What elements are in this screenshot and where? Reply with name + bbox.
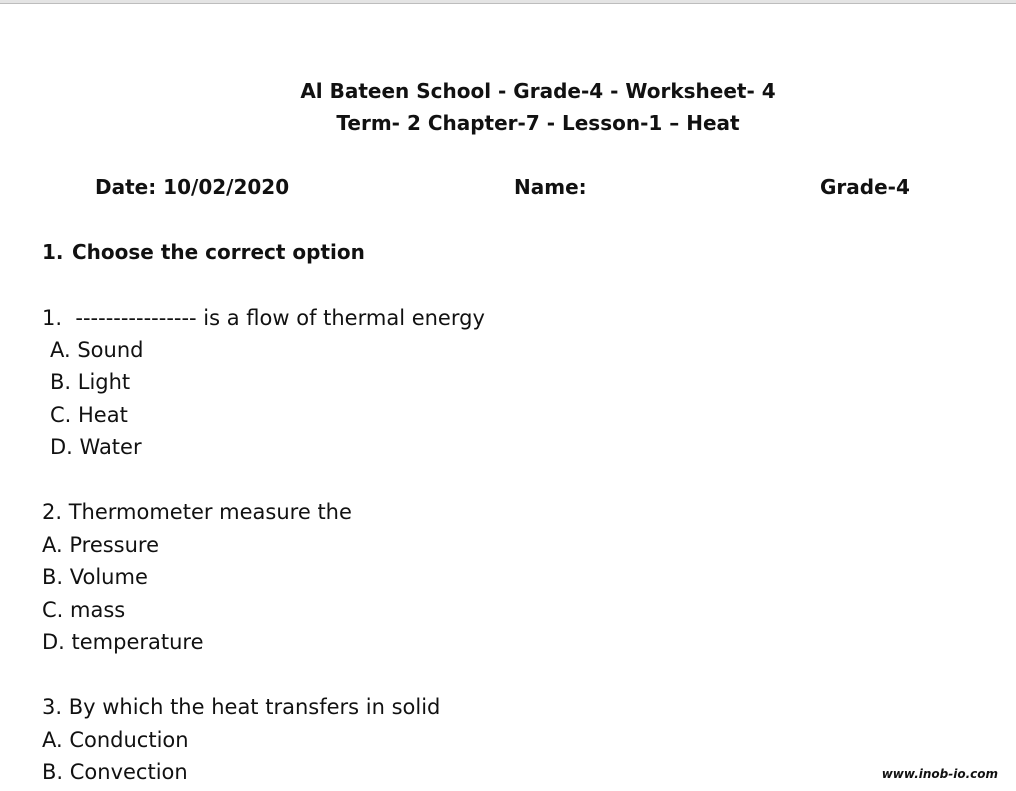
date-label: Date: 10/02/2020: [95, 175, 290, 199]
watermark: www.inob-io.com: [881, 767, 998, 781]
title-line-2: Term- 2 Chapter-7 - Lesson-1 – Heat: [336, 111, 740, 135]
top-border: [0, 0, 1016, 4]
name-label: Name:: [514, 175, 587, 199]
option: C. Heat: [50, 403, 128, 427]
question-3: 3. By which the heat transfers in solid: [42, 695, 441, 719]
option: A. Conduction: [42, 728, 189, 752]
option: A. Pressure: [42, 533, 160, 557]
option: B. Light: [50, 370, 131, 394]
option: B. Volume: [42, 565, 148, 589]
option: D. temperature: [42, 630, 204, 654]
option: B. Convection: [42, 760, 188, 784]
question-1: 1. ---------------- is a flow of thermal energy: [42, 306, 485, 330]
section-title: Choose the correct option: [72, 240, 365, 264]
question-2: 2. Thermometer measure the: [42, 500, 352, 524]
title-line-1: Al Bateen School - Grade-4 - Worksheet- 4: [300, 79, 776, 103]
grade-label: Grade-4: [820, 175, 910, 199]
option: D. Water: [50, 435, 142, 459]
section-number: 1.: [42, 240, 64, 264]
option: C. mass: [42, 598, 126, 622]
option: A. Sound: [50, 338, 144, 362]
